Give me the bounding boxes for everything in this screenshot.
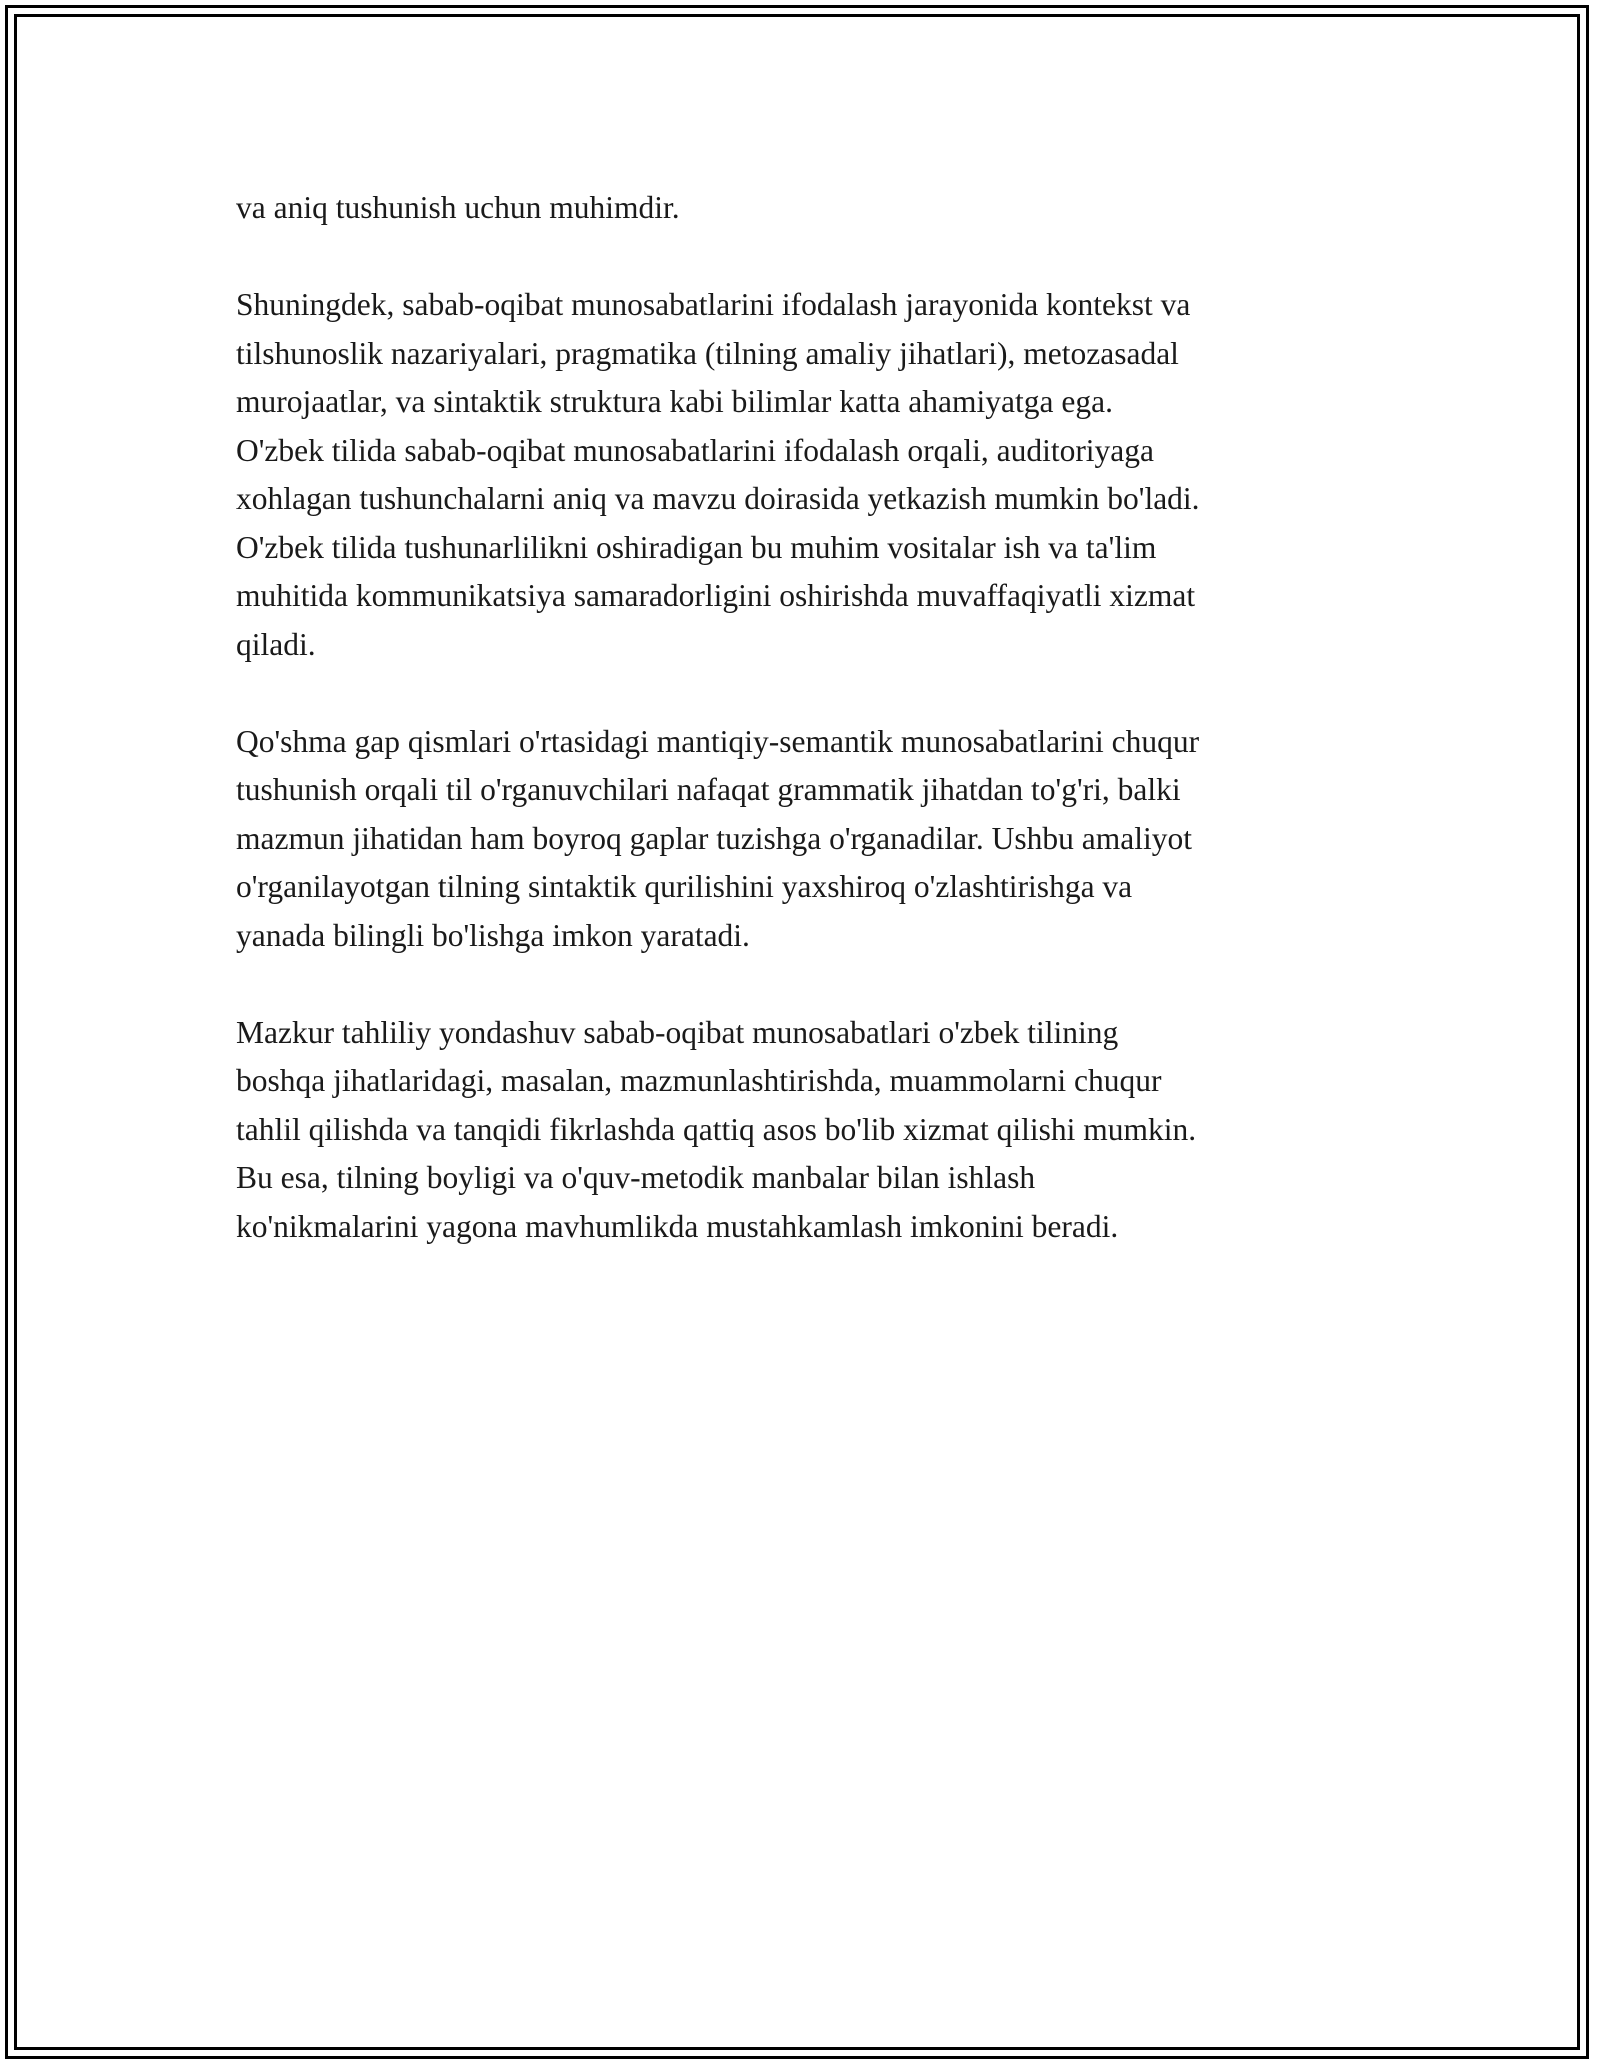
paragraph-2 <box>236 281 1386 669</box>
text-line: murojaatlar, va sintaktik struktura kabi bilimlar katta ahamiyatga ega. <box>236 384 1113 419</box>
paragraph-4 <box>236 1009 1386 1252</box>
text-line: muhitida kommunikatsiya samaradorligini oshirishda muvaffaqiyatli xizmat <box>236 578 1196 613</box>
text-line: Bu esa, tilning boyligi va o'quv-metodik manbalar bilan ishlash <box>236 1160 1036 1195</box>
text-line: xohlagan tushunchalarni aniq va mavzu doirasida yetkazish mumkin bo'ladi. <box>236 481 1200 516</box>
paragraph-1 <box>236 184 1386 233</box>
text-line: Shuningdek, sabab-oqibat munosabatlarini ifodalash jarayonida kontekst va <box>236 287 1191 322</box>
paragraph-3 <box>236 718 1386 961</box>
text-line: Mazkur tahliliy yondashuv sabab-oqibat munosabatlari o'zbek tilining <box>236 1014 1119 1050</box>
text-line: tahlil qilishda va tanqidi fikrlashda qattiq asos bo'lib xizmat qilishi mumkin. <box>236 1111 1197 1147</box>
text-line: tilshunoslik nazariyalari, pragmatika (tilning amaliy jihatlari), metozasadal <box>236 335 1179 371</box>
text-line: qiladi. <box>236 626 316 662</box>
text-line: Qo'shma gap qismlari o'rtasidagi mantiqiy-semantik munosabatlarini chuqur <box>236 723 1200 759</box>
text-line: O'zbek tilida tushunarlilikni oshiradigan bu muhim vositalar ish va ta'lim <box>236 529 1157 565</box>
text-line: ko'nikmalarini yagona mavhumlikda mustahkamlash imkonini beradi. <box>236 1208 1119 1244</box>
text-line: mazmun jihatidan ham boyroq gaplar tuzishga o'rganadilar. Ushbu amaliyot <box>236 820 1192 856</box>
text-line: o'rganilayotgan tilning sintaktik qurilishini yaxshiroq o'zlashtirishga va <box>236 869 1133 904</box>
text-line: boshqa jihatlaridagi, masalan, mazmunlashtirishda, muammolarni chuqur <box>236 1063 1162 1098</box>
text-line: va aniq tushunish uchun muhimdir. <box>236 190 680 225</box>
document-body <box>236 184 1386 1300</box>
text-line: O'zbek tilida sabab-oqibat munosabatlarini ifodalash orqali, auditoriyaga <box>236 432 1155 468</box>
text-line: yanada bilingli bo'lishga imkon yaratadi. <box>236 917 750 953</box>
text-line: tushunish orqali til o'rganuvchilari nafaqat grammatik jihatdan to'g'ri, balki <box>236 772 1181 807</box>
